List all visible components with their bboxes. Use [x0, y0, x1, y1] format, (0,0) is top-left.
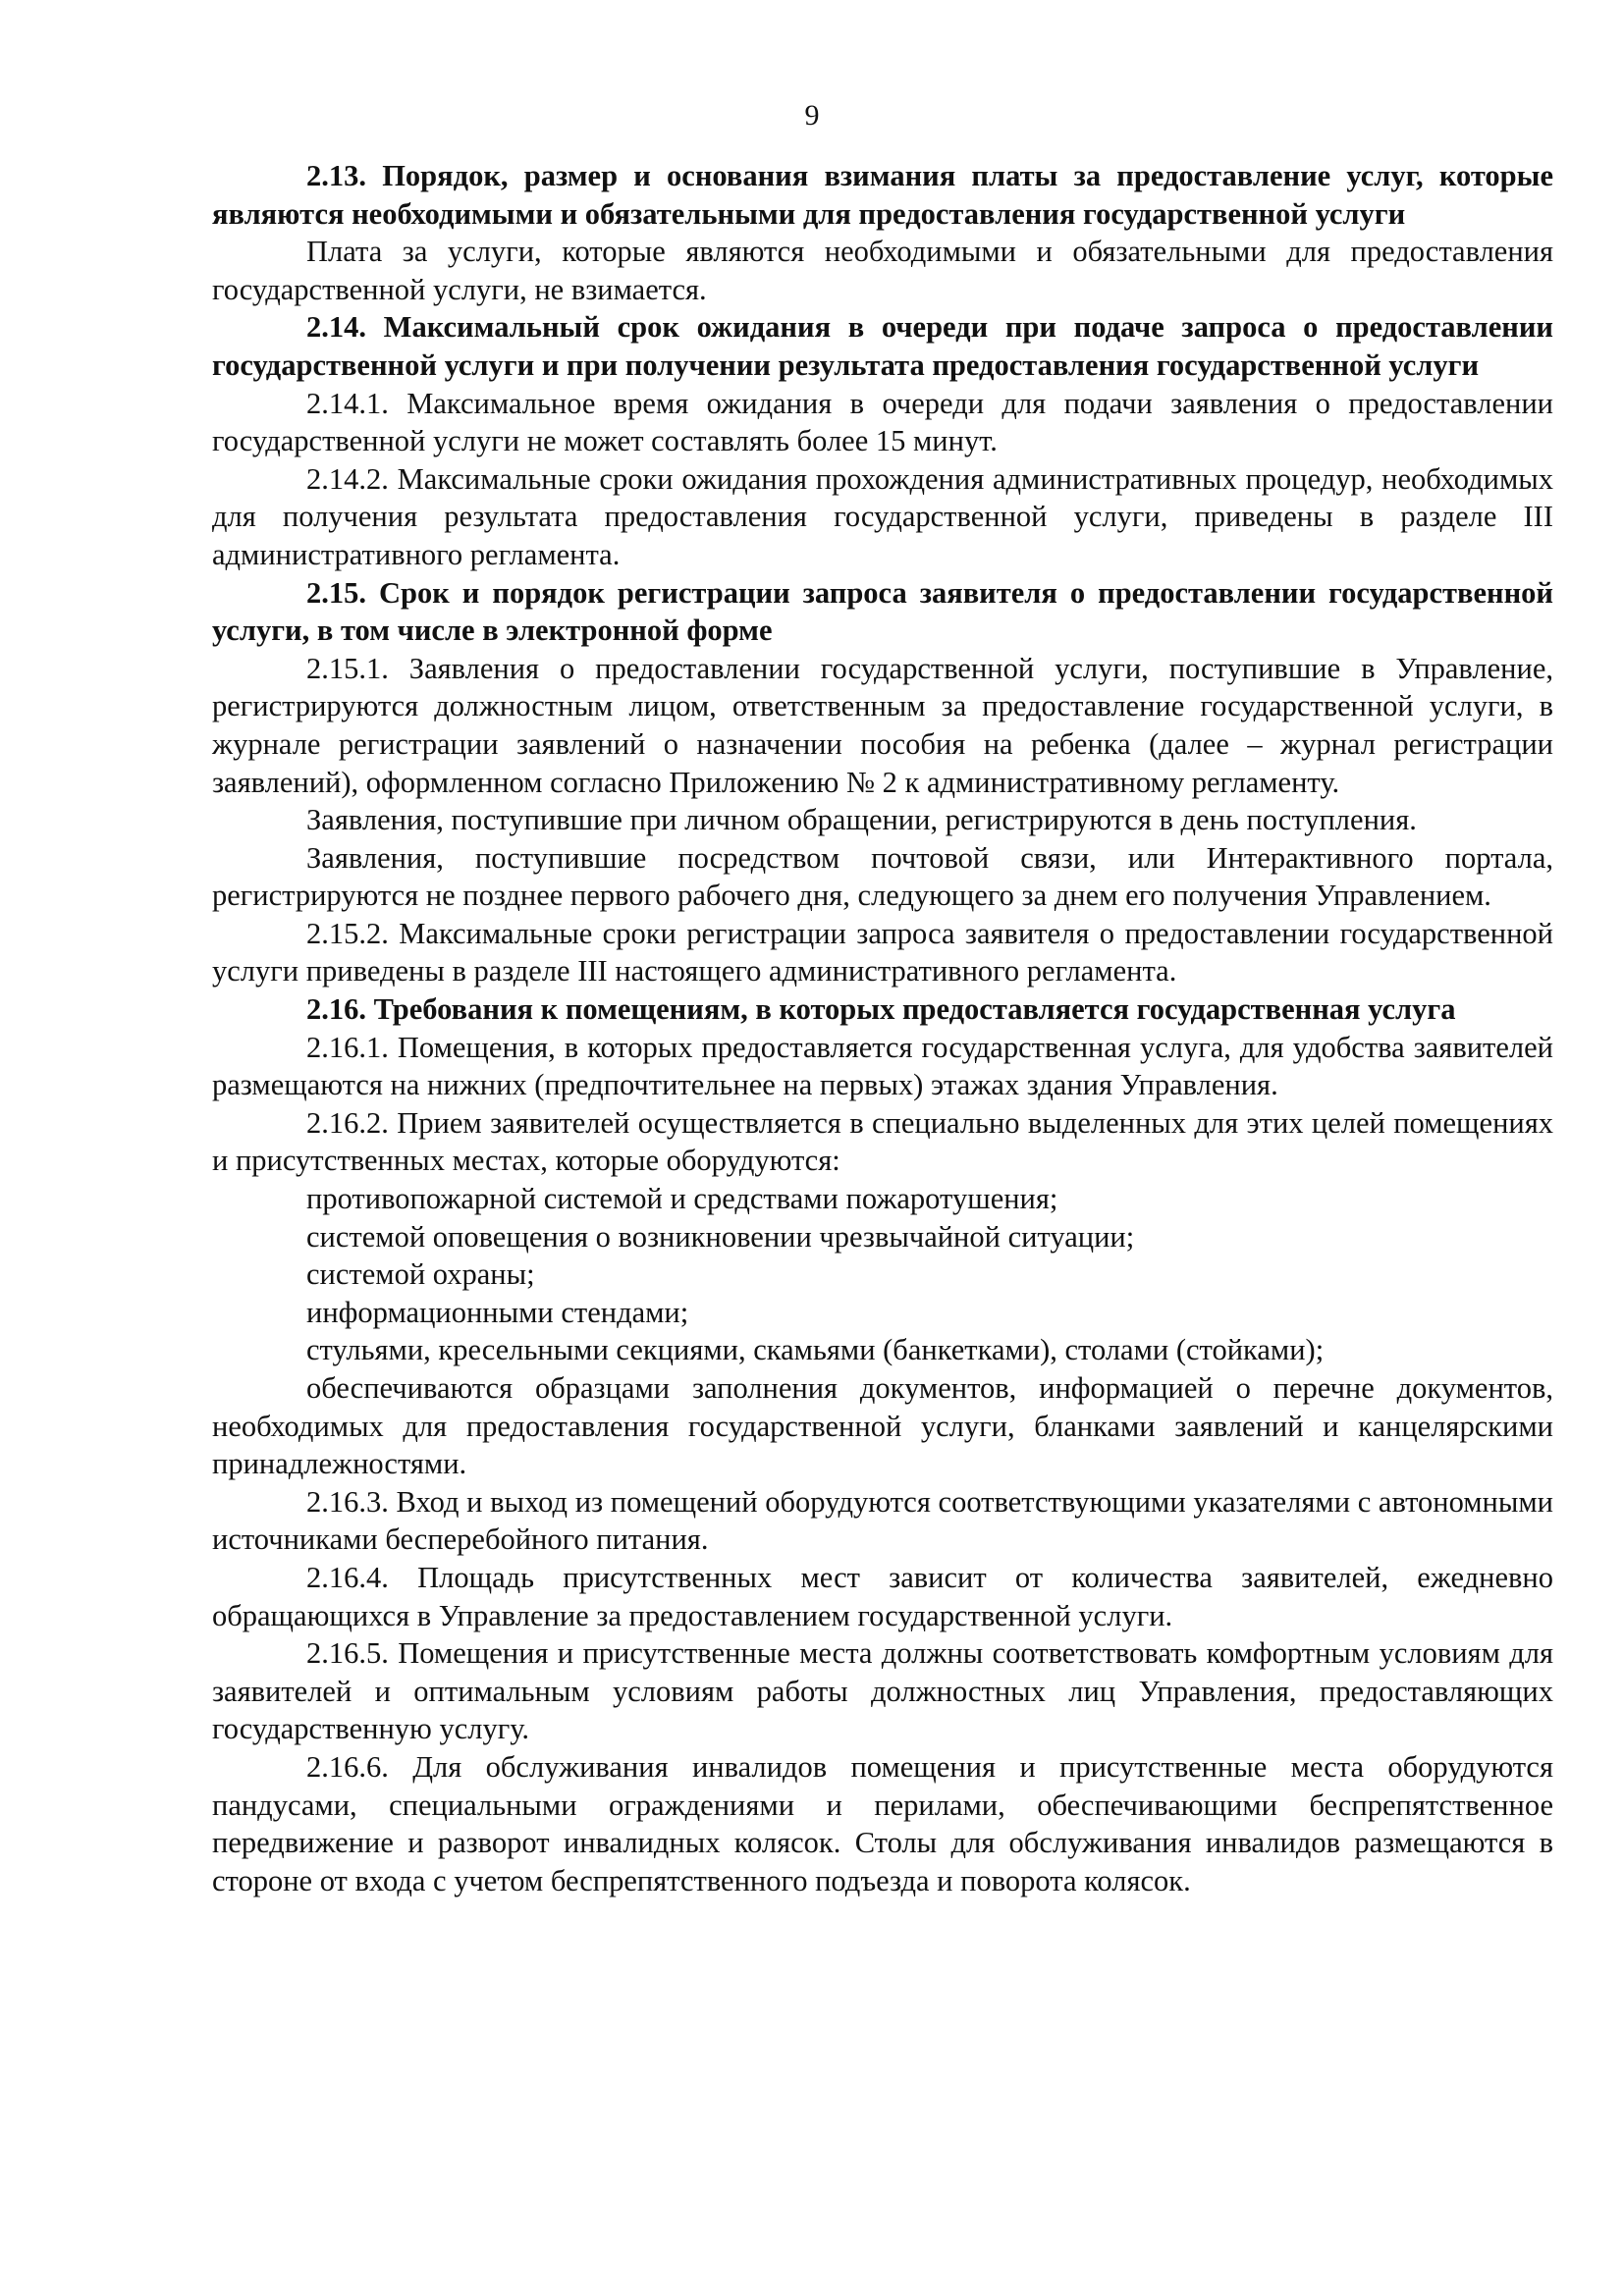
paragraph: Заявления, поступившие при личном обращении, регистрируются в день поступления.	[306, 803, 1417, 837]
section-heading: 2.15. Срок и порядок регистрации запроса заявителя о предоставлении государственной услуги, в том числе в электронной форме	[212, 575, 1553, 648]
section-heading: 2.16. Требования к помещениям, в которых предоставляется государственная услуга	[306, 992, 1456, 1027]
paragraph: 2.14.1. Максимальное время ожидания в очереди для подачи заявления о предоставлении государственной услуги не может составлять более 15 минут.	[212, 386, 1553, 458]
list-item: системой оповещения о возникновении чрезвычайной ситуации;	[306, 1219, 1135, 1254]
list-item: информационными стендами;	[306, 1295, 689, 1329]
paragraph: Плата за услуги, которые являются необходимыми и обязательными для предоставления государственной услуги, не взимается.	[212, 235, 1553, 306]
paragraph: 2.16.2. Прием заявителей осуществляется в специально выделенных для этих целей помещениях и присутственных местах, которые оборудуются:	[212, 1105, 1553, 1178]
paragraph: 2.16.1. Помещения, в которых предоставляется государственная услуга, для удобства заявителей размещаются на нижних (предпочтительнее на первых) этажах здания Управления.	[212, 1030, 1553, 1102]
paragraph: 2.16.3. Вход и выход из помещений оборудуются соответствующими указателями с автономными источниками бесперебойного питания.	[212, 1484, 1553, 1557]
paragraph: 2.14.2. Максимальные сроки ожидания прохождения административных процедур, необходимых для получения результата предоставления государственной услуги, приведены в разделе III административного регламента.	[212, 461, 1553, 571]
list-item: системой охраны;	[306, 1257, 535, 1292]
paragraph: 2.16.5. Помещения и присутственные места должны соответствовать комфортным условиям для заявителей и оптимальным условиям работы должностных лиц Управления, предоставляющих государственную услугу.	[212, 1636, 1553, 1746]
paragraph: Заявления, поступившие посредством почтовой связи, или Интерактивного портала, регистрируются не позднее первого рабочего дня, следующего за днем его получения Управлением.	[212, 840, 1553, 913]
paragraph: 2.16.6. Для обслуживания инвалидов помещения и присутственные места оборудуются пандусами, специальными ограждениями и перилами, обеспечивающими беспрепятственное передвижение и разворот инвалидных колясок. Столы для обслуживания инвалидов размещаются в стороне от входа с учетом беспрепятственного подъезда и поворота колясок.	[212, 1749, 1553, 1897]
list-item: стульями, кресельными секциями, скамьями (банкетками), столами (стойками);	[306, 1333, 1325, 1367]
section-heading: 2.14. Максимальный срок ожидания в очереди при подаче запроса о предоставлении государственной услуги и при получении результата предоставления государственной услуги	[212, 310, 1553, 382]
list-item: противопожарной системой и средствами пожаротушения;	[306, 1182, 1058, 1216]
page-number: 9	[804, 99, 820, 132]
paragraph: обеспечиваются образцами заполнения документов, информацией о перечне документов, необходимых для предоставления государственной услуги, бланками заявлений и канцелярскими принадлежностями.	[212, 1371, 1553, 1481]
paragraph: 2.15.2. Максимальные сроки регистрации запроса заявителя о предоставлении государственной услуги приведены в разделе III настоящего административного регламента.	[212, 916, 1553, 988]
paragraph: 2.16.4. Площадь присутственных мест зависит от количества заявителей, ежедневно обращающихся в Управление за предоставлением государственной услуги.	[212, 1560, 1553, 1632]
document-body	[212, 157, 1553, 1899]
paragraph: 2.15.1. Заявления о предоставлении государственной услуги, поступившие в Управление, регистрируются должностным лицом, ответственным за предоставление государственной услуги, в журнале регистрации заявлений о назначении пособия на ребенка (далее – журнал регистрации заявлений), оформленном согласно Приложению № 2 к административному регламенту.	[212, 651, 1553, 799]
section-heading: 2.13. Порядок, размер и основания взимания платы за предоставление услуг, которые являются необходимыми и обязательными для предоставления государственной услуги	[212, 159, 1553, 231]
